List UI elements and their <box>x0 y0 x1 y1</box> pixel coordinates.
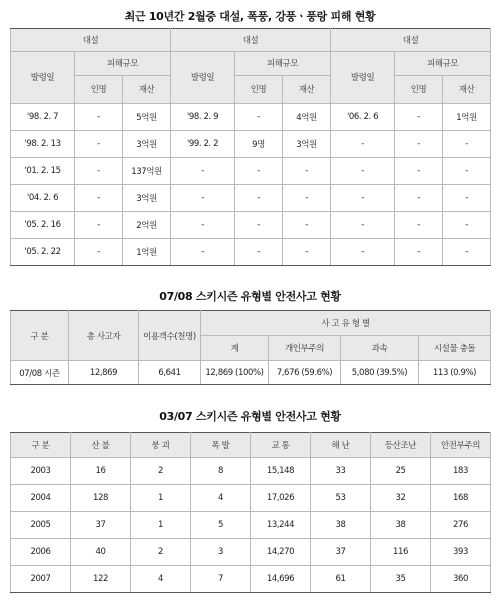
property-cell: - <box>283 211 331 238</box>
column-header: 안전부주의 <box>431 433 491 458</box>
damage-header: 피해규모 <box>75 51 171 75</box>
property-cell: 3억원 <box>123 184 171 211</box>
ski-0307-accident-table <box>10 432 491 593</box>
column-header: 폭 발 <box>191 433 251 458</box>
table-row <box>11 130 491 157</box>
value-cell: 1 <box>131 512 191 539</box>
value-cell: 14,270 <box>251 539 311 566</box>
date-cell: - <box>171 211 235 238</box>
careless-header: 개인부주의 <box>269 336 341 361</box>
column-header: 산 불 <box>71 433 131 458</box>
date-cell: - <box>331 184 395 211</box>
group-header-1: 대설 <box>11 29 171 52</box>
people-cell: - <box>395 157 443 184</box>
property-cell: - <box>443 157 491 184</box>
property-cell: - <box>283 238 331 265</box>
people-cell: - <box>395 130 443 157</box>
date-cell: - <box>171 238 235 265</box>
sum-header: 계 <box>201 336 269 361</box>
table-row <box>11 512 491 539</box>
property-cell: 5억원 <box>123 103 171 130</box>
people-header: 인명 <box>235 75 283 103</box>
value-cell: 3 <box>191 539 251 566</box>
column-header: 붕 괴 <box>131 433 191 458</box>
date-cell: - <box>331 238 395 265</box>
people-cell: - <box>75 184 123 211</box>
value-cell: 14,696 <box>251 566 311 593</box>
people-cell: - <box>235 103 283 130</box>
property-cell: - <box>443 238 491 265</box>
heavy-snow-damage-table <box>10 28 491 266</box>
year-cell: 2003 <box>11 458 71 485</box>
season-cell: 07/08 시즌 <box>11 361 69 385</box>
table2-title: 07/08 스키시즌 유형별 안전사고 현황 <box>159 290 341 303</box>
value-cell: 183 <box>431 458 491 485</box>
date-cell: - <box>171 184 235 211</box>
property-cell: 137억원 <box>123 157 171 184</box>
table-row <box>11 103 491 130</box>
date-cell: - <box>331 130 395 157</box>
speeding-cell: 5,080 (39.5%) <box>341 361 419 385</box>
date-header: 발령일 <box>331 51 395 103</box>
column-header: 해 난 <box>311 433 371 458</box>
value-cell: 37 <box>311 539 371 566</box>
property-header: 재산 <box>123 75 171 103</box>
table-row <box>11 566 491 593</box>
date-header: 발령일 <box>171 51 235 103</box>
speeding-header: 과속 <box>341 336 419 361</box>
total-victims-cell: 12,869 <box>69 361 139 385</box>
value-cell: 61 <box>311 566 371 593</box>
date-cell: '98. 2. 7 <box>11 103 75 130</box>
people-cell: - <box>235 184 283 211</box>
date-cell: '05. 2. 22 <box>11 238 75 265</box>
table-row <box>11 157 491 184</box>
date-cell: '05. 2. 16 <box>11 211 75 238</box>
value-cell: 4 <box>131 566 191 593</box>
people-cell: - <box>235 157 283 184</box>
table-row <box>11 238 491 265</box>
damage-header: 피해규모 <box>235 51 331 75</box>
people-cell: - <box>395 103 443 130</box>
property-cell: 3억원 <box>283 130 331 157</box>
date-cell: '04. 2. 6 <box>11 184 75 211</box>
year-cell: 2004 <box>11 485 71 512</box>
value-cell: 276 <box>431 512 491 539</box>
people-cell: - <box>75 238 123 265</box>
people-cell: - <box>75 103 123 130</box>
category-header: 구 분 <box>11 311 69 361</box>
damage-header: 피해규모 <box>395 51 491 75</box>
people-header: 인명 <box>75 75 123 103</box>
value-cell: 5 <box>191 512 251 539</box>
property-cell: 4억원 <box>283 103 331 130</box>
value-cell: 8 <box>191 458 251 485</box>
people-cell: - <box>235 211 283 238</box>
careless-cell: 7,676 (59.6%) <box>269 361 341 385</box>
property-cell: - <box>443 211 491 238</box>
people-cell: - <box>75 130 123 157</box>
date-cell: '99. 2. 2 <box>171 130 235 157</box>
people-cell: - <box>75 211 123 238</box>
value-cell: 360 <box>431 566 491 593</box>
table-row <box>11 184 491 211</box>
property-cell: - <box>283 157 331 184</box>
year-cell: 2006 <box>11 539 71 566</box>
value-cell: 25 <box>371 458 431 485</box>
year-cell: 2005 <box>11 512 71 539</box>
facility-collision-cell: 113 (0.9%) <box>419 361 491 385</box>
table-row <box>11 485 491 512</box>
group-header-2: 대설 <box>171 29 331 52</box>
table1-title: 최근 10년간 2월중 대설, 폭풍, 강풍ㆍ풍랑 피해 현황 <box>124 10 376 23</box>
property-header: 재산 <box>283 75 331 103</box>
value-cell: 7 <box>191 566 251 593</box>
visitors-cell: 6,641 <box>139 361 201 385</box>
value-cell: 122 <box>71 566 131 593</box>
value-cell: 17,026 <box>251 485 311 512</box>
accident-type-header: 사 고 유 형 별 <box>201 311 491 336</box>
column-header: 교 통 <box>251 433 311 458</box>
date-cell: '98. 2. 9 <box>171 103 235 130</box>
people-cell: - <box>395 211 443 238</box>
value-cell: 1 <box>131 485 191 512</box>
property-cell: - <box>283 184 331 211</box>
value-cell: 37 <box>71 512 131 539</box>
table-row <box>11 539 491 566</box>
value-cell: 128 <box>71 485 131 512</box>
property-cell: - <box>443 184 491 211</box>
date-cell: '98. 2. 13 <box>11 130 75 157</box>
value-cell: 116 <box>371 539 431 566</box>
column-header: 등산조난 <box>371 433 431 458</box>
group-header-3: 대설 <box>331 29 491 52</box>
table-row <box>11 458 491 485</box>
value-cell: 40 <box>71 539 131 566</box>
value-cell: 2 <box>131 458 191 485</box>
date-cell: '06. 2. 6 <box>331 103 395 130</box>
value-cell: 33 <box>311 458 371 485</box>
people-cell: - <box>75 157 123 184</box>
value-cell: 38 <box>371 512 431 539</box>
table-row <box>11 211 491 238</box>
value-cell: 15,148 <box>251 458 311 485</box>
date-cell: '01. 2. 15 <box>11 157 75 184</box>
total-victims-header: 총 사고자 <box>69 311 139 361</box>
sum-cell: 12,869 (100%) <box>201 361 269 385</box>
ski-0708-accident-table <box>10 310 491 385</box>
people-cell: 9명 <box>235 130 283 157</box>
property-cell: 1억원 <box>443 103 491 130</box>
value-cell: 53 <box>311 485 371 512</box>
people-header: 인명 <box>395 75 443 103</box>
date-cell: - <box>331 211 395 238</box>
property-cell: 3억원 <box>123 130 171 157</box>
value-cell: 16 <box>71 458 131 485</box>
value-cell: 168 <box>431 485 491 512</box>
date-header: 발령일 <box>11 51 75 103</box>
value-cell: 35 <box>371 566 431 593</box>
value-cell: 4 <box>191 485 251 512</box>
people-cell: - <box>235 238 283 265</box>
value-cell: 393 <box>431 539 491 566</box>
property-header: 재산 <box>443 75 491 103</box>
property-cell: 2억원 <box>123 211 171 238</box>
property-cell: 1억원 <box>123 238 171 265</box>
column-header: 구 분 <box>11 433 71 458</box>
property-cell: - <box>443 130 491 157</box>
visitors-header: 이용객수(천명) <box>139 311 201 361</box>
date-cell: - <box>331 157 395 184</box>
facility-collision-header: 시설물 충돌 <box>419 336 491 361</box>
table3-title: 03/07 스키시즌 유형별 안전사고 현황 <box>159 410 341 423</box>
people-cell: - <box>395 184 443 211</box>
value-cell: 2 <box>131 539 191 566</box>
value-cell: 38 <box>311 512 371 539</box>
value-cell: 32 <box>371 485 431 512</box>
year-cell: 2007 <box>11 566 71 593</box>
value-cell: 13,244 <box>251 512 311 539</box>
people-cell: - <box>395 238 443 265</box>
date-cell: - <box>171 157 235 184</box>
